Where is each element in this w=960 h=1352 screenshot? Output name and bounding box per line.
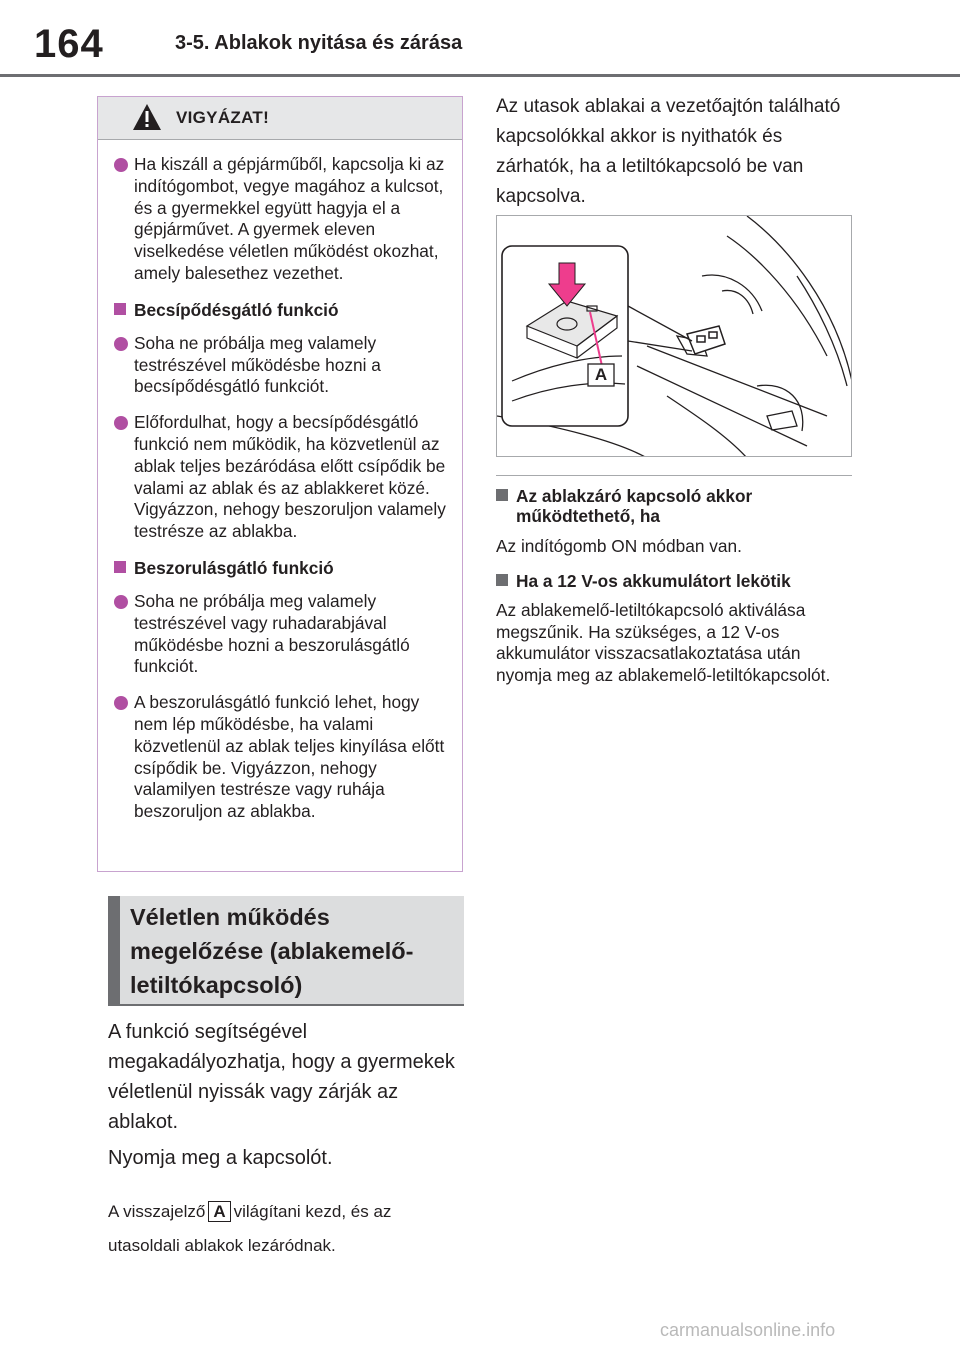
warning-box bbox=[97, 96, 463, 872]
warning-header bbox=[98, 97, 462, 140]
right-subheading: Ha a 12 V-os akkumulátort lekötik bbox=[496, 571, 852, 591]
body-paragraph: A funkció segítségével megakadályozhatja, hogy a gyermekek véletlenül nyissák vagy zárják az ablakot. bbox=[108, 1021, 455, 1133]
bullet-dot-icon bbox=[114, 337, 128, 351]
indicator-note: A visszajelző A világítani kezd, és az utasoldali ablakok lezáródnak. bbox=[108, 1202, 392, 1255]
right-text: Az indítógomb ON módban van. bbox=[496, 536, 742, 556]
right-divider bbox=[496, 475, 852, 476]
body-paragraph: Nyomja meg a kapcsolót. bbox=[108, 1147, 333, 1169]
watermark: carmanualsonline.info bbox=[660, 1320, 836, 1340]
warning-bullet: Soha ne próbálja meg valamely testrészével működésbe hozni a becsípődésgátló funkciót. bbox=[112, 333, 448, 398]
bullet-dot-icon bbox=[114, 416, 128, 430]
header-rule bbox=[0, 74, 960, 77]
warning-bullet: A beszorulásgátló funkció lehet, hogy nem lép működésbe, ha valami közvetlenül az ablak teljes kinyílása előtt csípődik be. Vigyázzon, nehogy valamilyen testrésze vagy ruhája beszoruljon az ablakba. bbox=[112, 692, 448, 823]
bullet-dot-icon bbox=[114, 595, 128, 609]
square-bullet-icon bbox=[114, 303, 126, 315]
illustration-label-a: A bbox=[594, 365, 608, 384]
warning-bullet: Ha kiszáll a gépjárműből, kapcsolja ki az indítógombot, vegye magához a kulcsot, és a gyermekkel együtt hagyja el a gépjárművet. A gyermek eleven viselkedése véletlen működést okozhat, amely balesethez vezethet. bbox=[112, 154, 448, 285]
square-bullet-icon bbox=[496, 489, 508, 501]
warning-bullet: Előfordulhat, hogy a becsípődésgátló funkció nem működik, ha közvetlenül az ablak teljes bezáródása előtt csípődik be valami az ablak és az ablakkeret közé. Vigyázzon, nehogy beszoruljon valamely testrésze az ablakba. bbox=[112, 412, 448, 543]
warning-body bbox=[98, 140, 462, 823]
warning-subheading: Becsípődésgátló funkció bbox=[112, 299, 448, 321]
illustration-svg bbox=[497, 216, 852, 457]
page-number: 164 bbox=[34, 22, 104, 66]
bullet-dot-icon bbox=[114, 696, 128, 710]
right-subheading: Az ablakzáró kapcsoló akkor működtethető, ha bbox=[496, 486, 852, 526]
window-lock-switch-illustration bbox=[496, 215, 852, 457]
right-paragraph: Az utasok ablakai a vezetőajtón található kapcsolókkal akkor is nyithatók és zárhatók, ha a letiltókapcsoló be van kapcsolva. bbox=[496, 96, 841, 207]
label-a-badge: A bbox=[208, 1201, 230, 1222]
warning-triangle-icon bbox=[132, 103, 162, 131]
square-bullet-icon bbox=[496, 574, 508, 586]
warning-subheading: Beszorulásgátló funkció bbox=[112, 557, 448, 579]
right-text: Az ablakemelő-letiltókapcsoló aktiválása megszűnik. Ha szükséges, a 12 V-os akkumulátor visszacsatlakoztatása után nyomja meg az ablakemelő-letiltókapcsolót. bbox=[496, 600, 831, 685]
section-heading-bar bbox=[108, 896, 120, 1004]
warning-title: VIGYÁZAT! bbox=[176, 108, 270, 127]
warning-bullet: Soha ne próbálja meg valamely testrészével vagy ruhadarabjával működésbe hozni a beszorulásgátló funkciót. bbox=[112, 591, 448, 678]
bullet-dot-icon bbox=[114, 158, 128, 172]
page-header bbox=[0, 0, 960, 80]
section-heading-text: Véletlen működés megelőzése (ablakemelő-letiltókapcsoló) bbox=[130, 904, 414, 998]
chapter-title: 3-5. Ablakok nyitása és zárása bbox=[175, 32, 463, 54]
section-heading bbox=[108, 896, 464, 1006]
square-bullet-icon bbox=[114, 561, 126, 573]
